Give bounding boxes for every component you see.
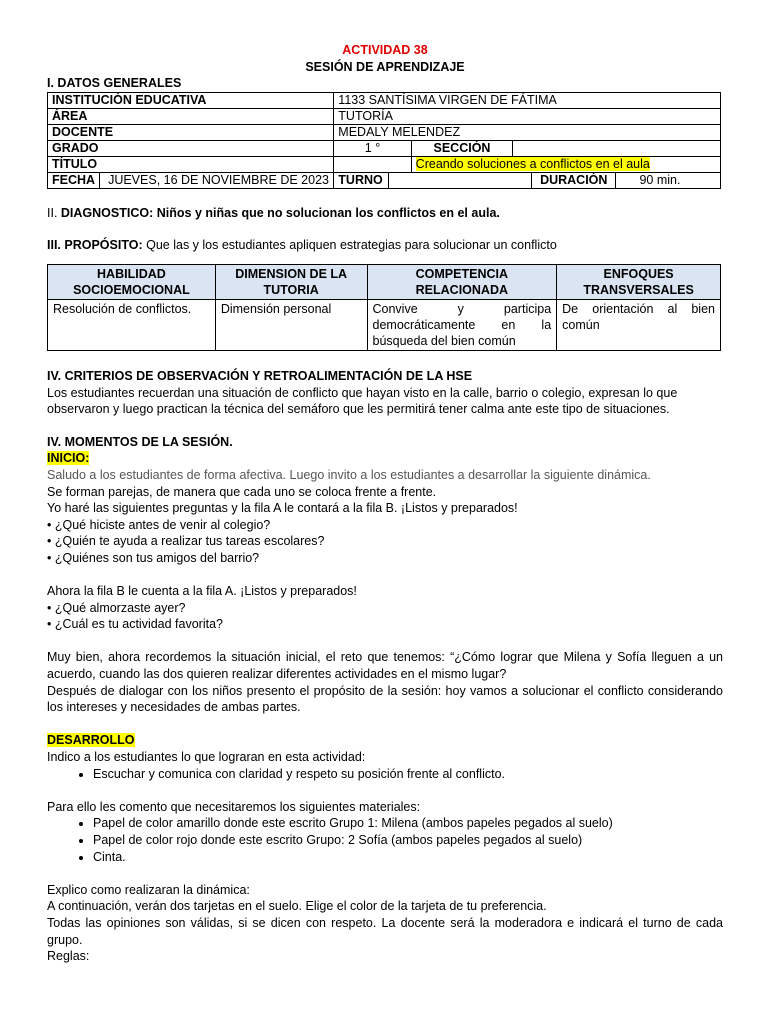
header-dimension: DIMENSION DE LA TUTORIA (215, 264, 367, 299)
titulo-value-text: Creando soluciones a conflictos en el aula (415, 156, 650, 171)
diagnostico-label: DIAGNOSTICO: (60, 205, 154, 220)
session-title: SESIÓN DE APRENDIZAJE (305, 59, 465, 74)
list-item: • Escuchar y comunica con claridad y respeto su posición frente al conflicto. (93, 766, 723, 783)
diagnostico-text: Niños y niñas que no solucionan los conflictos en el aula. (156, 205, 500, 220)
continuacion-line: A continuación, verán dos tarjetas en el suelo. Elige el color de la tarjeta de tu preferencia. (47, 899, 547, 914)
table-row (48, 108, 721, 124)
table-row (48, 299, 721, 350)
docente-value: MEDALY MELENDEZ (334, 124, 721, 140)
table-row (48, 124, 721, 140)
list-item: • Papel de color rojo donde este escrito Grupo: 2 Sofía (ambos papeles pegados al suelo) (93, 832, 723, 849)
inicio-line: Saludo a los estudiantes de forma afectiva. Luego invito a los estudiantes a desarrollar la siguiente dinámica. (47, 467, 651, 482)
spacer (47, 782, 723, 799)
desarrollo-intro: Indico a los estudiantes lo que lograran en esta actividad: (47, 750, 366, 765)
turno-value (389, 172, 532, 188)
proposito-sesion-paragraph: Después de dialogar con los niños presento el propósito de la sesión: hoy vamos a solucionar el conflicto considerando los intereses y necesidades de ambas partes. (47, 683, 723, 715)
institucion-label: INSTITUCIÓN EDUCATIVA (48, 92, 334, 108)
header-competencia: COMPETENCIA RELACIONADA (367, 264, 557, 299)
desarrollo-label-wrap (47, 732, 723, 749)
table-row (48, 92, 721, 108)
fila-b-line: Ahora la fila B le cuenta a la fila A. ¡Listos y preparados! (47, 584, 357, 599)
criterios-text: Los estudiantes recuerdan una situación de conflicto que hayan visto en la calle, barrio o colegio, expresan lo que observaron y luego practican la técnica del semáforo que les permitirá tener calma ante este tipo de situaciones. (47, 385, 678, 417)
cell-dimension: Dimensión personal (215, 299, 367, 350)
inicio-line: Se forman parejas, de manera que cada uno se coloca frente a frente. (47, 484, 437, 499)
area-value: TUTORÍA (334, 108, 721, 124)
cell-habilidad: Resolución de conflictos. (48, 299, 216, 350)
activity-title: ACTIVIDAD 38 (342, 43, 428, 57)
titulo-label: TÍTULO (48, 156, 334, 172)
fecha-label: FECHA (48, 172, 100, 188)
table-row (48, 156, 721, 172)
general-data-table (47, 92, 721, 189)
spacer (47, 633, 723, 650)
table-row (48, 264, 721, 299)
reglas-line: Reglas: (47, 949, 90, 964)
header-enfoques: ENFOQUES TRANSVERSALES (557, 264, 721, 299)
inicio-line: Yo haré las siguientes preguntas y la fila A le contará a la fila B. ¡Listos y preparados! (47, 501, 518, 516)
seccion-value (513, 140, 721, 156)
inicio-label-wrap (47, 450, 723, 467)
desarrollo-label: DESARROLLO (47, 733, 135, 748)
materiales-intro: Para ello les comento que necesitaremos los siguientes materiales: (47, 799, 421, 814)
spacer (47, 716, 723, 733)
grado-value: 1 ° (334, 140, 411, 156)
inicio-question: • ¿Quién te ayuda a realizar tus tareas escolares? (47, 534, 325, 549)
opiniones-line: Todas las opiniones son válidas, si se dicen con respeto. La docente será la moderadora e indicará el turno de cada grupo. (47, 915, 723, 947)
list-item: • Papel de color amarillo donde este escrito Grupo 1: Milena (ambos papeles pegados al suelo) (93, 815, 723, 832)
desarrollo-list (47, 766, 723, 783)
diagnostico-prefix: II. (47, 205, 58, 220)
header-habilidad: HABILIDAD SOCIOEMOCIONAL (48, 264, 216, 299)
document-page (47, 42, 723, 965)
diagnostico-paragraph (47, 205, 723, 222)
fila-b-question: • ¿Cuál es tu actividad favorita? (47, 617, 223, 632)
materiales-list (47, 815, 723, 865)
cell-enfoques: De orientación al bien común (557, 299, 721, 350)
inicio-question: • ¿Qué hiciste antes de venir al colegio? (47, 517, 271, 532)
table-row (48, 172, 721, 188)
inicio-label: INICIO: (47, 451, 90, 466)
fecha-value: JUEVES, 16 DE NOVIEMBRE DE 2023 (100, 172, 334, 188)
cell-competencia: Convive y participa democráticamente en la búsqueda del bien común (367, 299, 557, 350)
spacer (47, 865, 723, 882)
duracion-value: 90 min. (616, 172, 721, 188)
inicio-question: • ¿Quiénes son tus amigos del barrio? (47, 550, 260, 565)
area-label: ÁREA (48, 108, 334, 124)
competencias-table (47, 264, 721, 351)
titulo-value (411, 156, 720, 172)
grado-label: GRADO (48, 140, 334, 156)
list-item: • Cinta. (93, 849, 723, 866)
institucion-value: 1133 SANTÍSIMA VIRGEN DE FÁTIMA (334, 92, 721, 108)
explico-line: Explico como realizaran la dinámica: (47, 882, 250, 897)
turno-label: TURNO (334, 172, 389, 188)
duracion-label: DURACIÓN (532, 172, 616, 188)
criterios-heading: IV. CRITERIOS DE OBSERVACIÓN Y RETROALIMENTACIÓN DE LA HSE (47, 368, 473, 383)
proposito-paragraph (47, 237, 723, 254)
fila-b-question: • ¿Qué almorzaste ayer? (47, 600, 186, 615)
titulo-empty-cell (334, 156, 411, 172)
proposito-text: Que las y los estudiantes apliquen estrategias para solucionar un conflicto (146, 238, 557, 253)
section-datos-generales-heading: I. DATOS GENERALES (47, 76, 182, 91)
momentos-heading: IV. MOMENTOS DE LA SESIÓN. (47, 434, 233, 449)
spacer (47, 567, 723, 584)
seccion-label: SECCIÓN (411, 140, 513, 156)
reto-paragraph: Muy bien, ahora recordemos la situación inicial, el reto que tenemos: “¿Cómo lograr que Milena y Sofía lleguen a un acuerdo, cuando las dos quieren realizar diferentes actividades en el mismo lugar? (47, 650, 723, 682)
proposito-label: III. PROPÓSITO: (47, 238, 143, 253)
table-row (48, 140, 721, 156)
docente-label: DOCENTE (48, 124, 334, 140)
